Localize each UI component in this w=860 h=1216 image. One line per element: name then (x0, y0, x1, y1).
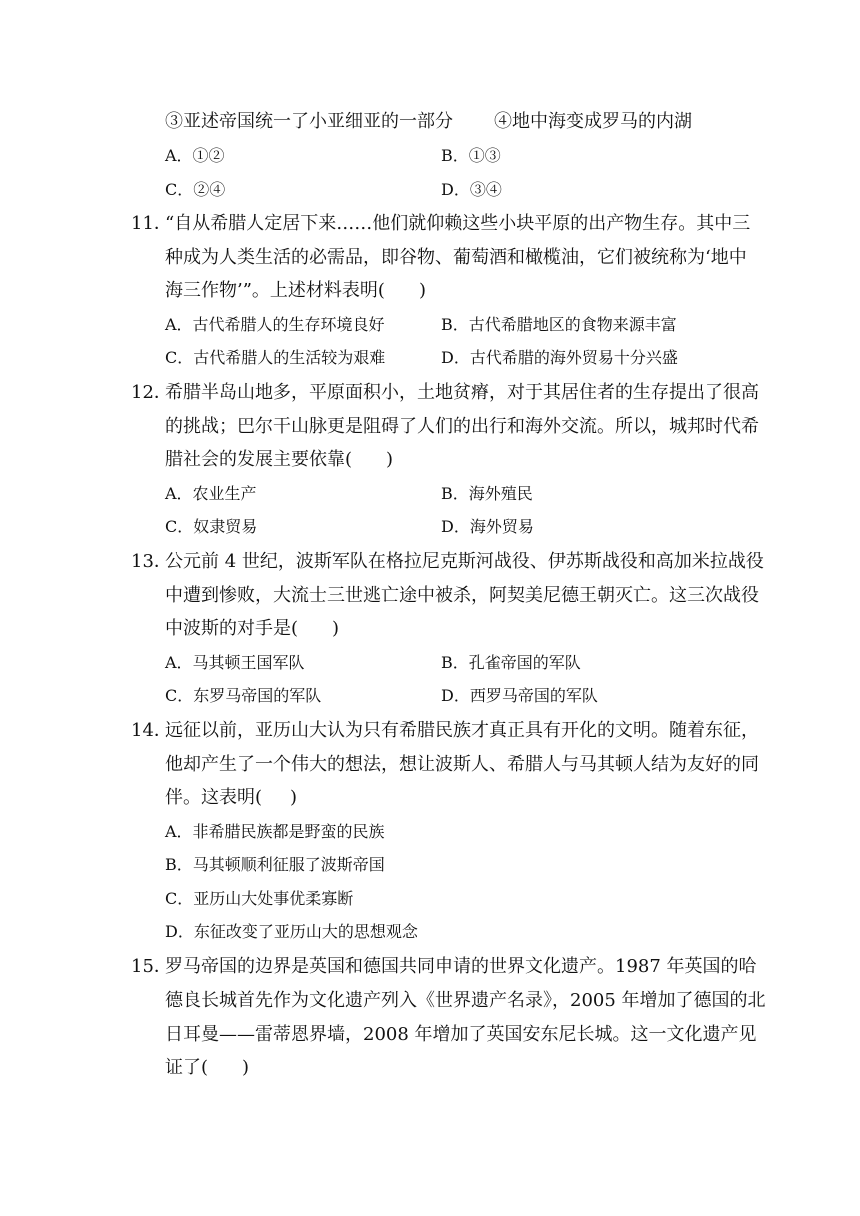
option-d[interactable]: D．③④ (441, 180, 502, 199)
question-text (165, 281, 426, 301)
close-paren: ) (290, 787, 298, 808)
option-d[interactable]: D．东征改变了亚历山大的思想观念 (165, 922, 418, 941)
question-text: 德良长城首先作为文化遗产列入《世界遗产名录》，2005 年增加了德国的北 (165, 990, 766, 1011)
option-b[interactable]: B．孔雀帝国的军队 (441, 653, 581, 672)
question-text: 公元前 4 世纪，波斯军队在格拉尼克斯河战役、伊苏斯战役和高加米拉战役 (165, 551, 764, 572)
question-number: 14． (131, 720, 172, 741)
option-b[interactable]: B．马其顿顺利征服了波斯帝国 (165, 855, 385, 874)
question-text: 日耳曼——雷蒂恩界墙，2008 年增加了英国安东尼长城。这一文化遗产见 (165, 1024, 757, 1045)
question-text: 中遭到惨败，大流士三世逃亡途中被杀，阿契美尼德王朝灭亡。这三次战役 (165, 585, 759, 606)
question-text-tail: 伴。这表明( (165, 787, 263, 808)
question-text: 希腊半岛山地多，平原面积小，土地贫瘠，对于其居住者的生存提出了很高 (165, 382, 759, 403)
question-number: 13． (131, 551, 172, 572)
question-text: 的挑战；巴尔干山脉更是阻碍了人们的出行和海外交流。所以，城邦时代希 (165, 416, 759, 437)
question-text: 种成为人类生活的必需品，即谷物、葡萄酒和橄榄油，它们被统称为‘地中 (165, 247, 747, 268)
question-text-tail: 腊社会的发展主要依靠( (165, 449, 353, 470)
question-text (165, 450, 393, 470)
close-paren: ) (386, 449, 394, 470)
question-text (165, 788, 297, 808)
question-text: 远征以前，亚历山大认为只有希腊民族才真正具有开化的文明。随着东征， (165, 720, 759, 741)
close-paren: ) (332, 618, 340, 639)
option-d[interactable]: D．古代希腊的海外贸易十分兴盛 (441, 348, 678, 367)
option-c[interactable]: C．东罗马帝国的军队 (165, 686, 322, 705)
option-a[interactable]: A．非希腊民族都是野蛮的民族 (165, 822, 385, 841)
question-text (165, 619, 339, 639)
question-text: 他却产生了一个伟大的想法，想让波斯人、希腊人与马其顿人结为友好的同 (165, 754, 759, 775)
option-b[interactable]: B．海外殖民 (441, 484, 533, 503)
question-text: 罗马帝国的边界是英国和德国共同申请的世界文化遗产。1987 年英国的哈 (165, 956, 757, 977)
question-number: 12． (131, 382, 172, 403)
question-text-tail: 海三作物’”。上述材料表明( (165, 280, 385, 301)
option-d[interactable]: D．海外贸易 (441, 517, 534, 536)
close-paren: ) (418, 280, 426, 301)
question-number: 15． (131, 956, 172, 977)
option-b[interactable]: B．古代希腊地区的食物来源丰富 (441, 315, 677, 334)
option-a[interactable]: A．①② (165, 146, 225, 165)
question-text-tail: 中波斯的对手是( (165, 618, 299, 639)
option-d[interactable]: D．西罗马帝国的军队 (441, 686, 598, 705)
option-c[interactable]: C．亚历山大处事优柔寡断 (165, 889, 354, 908)
statement-4: ④地中海变成罗马的内湖 (494, 111, 692, 132)
option-c[interactable]: C．奴隶贸易 (165, 517, 258, 536)
close-paren: ) (242, 1057, 250, 1078)
question-number: 11． (131, 213, 172, 234)
option-b[interactable]: B．①③ (441, 146, 501, 165)
question-text-tail: 证了( (165, 1057, 209, 1078)
option-a[interactable]: A．农业生产 (165, 484, 257, 503)
question-text: “自从希腊人定居下来……他们就仰赖这些小块平原的出产物生存。其中三 (165, 213, 751, 234)
option-a[interactable]: A．古代希腊人的生存环境良好 (165, 315, 385, 334)
option-c[interactable]: C．古代希腊人的生活较为艰难 (165, 348, 386, 367)
option-c[interactable]: C．②④ (165, 180, 226, 199)
option-a[interactable]: A．马其顿王国军队 (165, 653, 305, 672)
statement-3: ③亚述帝国统一了小亚细亚的一部分 (165, 111, 453, 132)
question-text (165, 1058, 249, 1078)
